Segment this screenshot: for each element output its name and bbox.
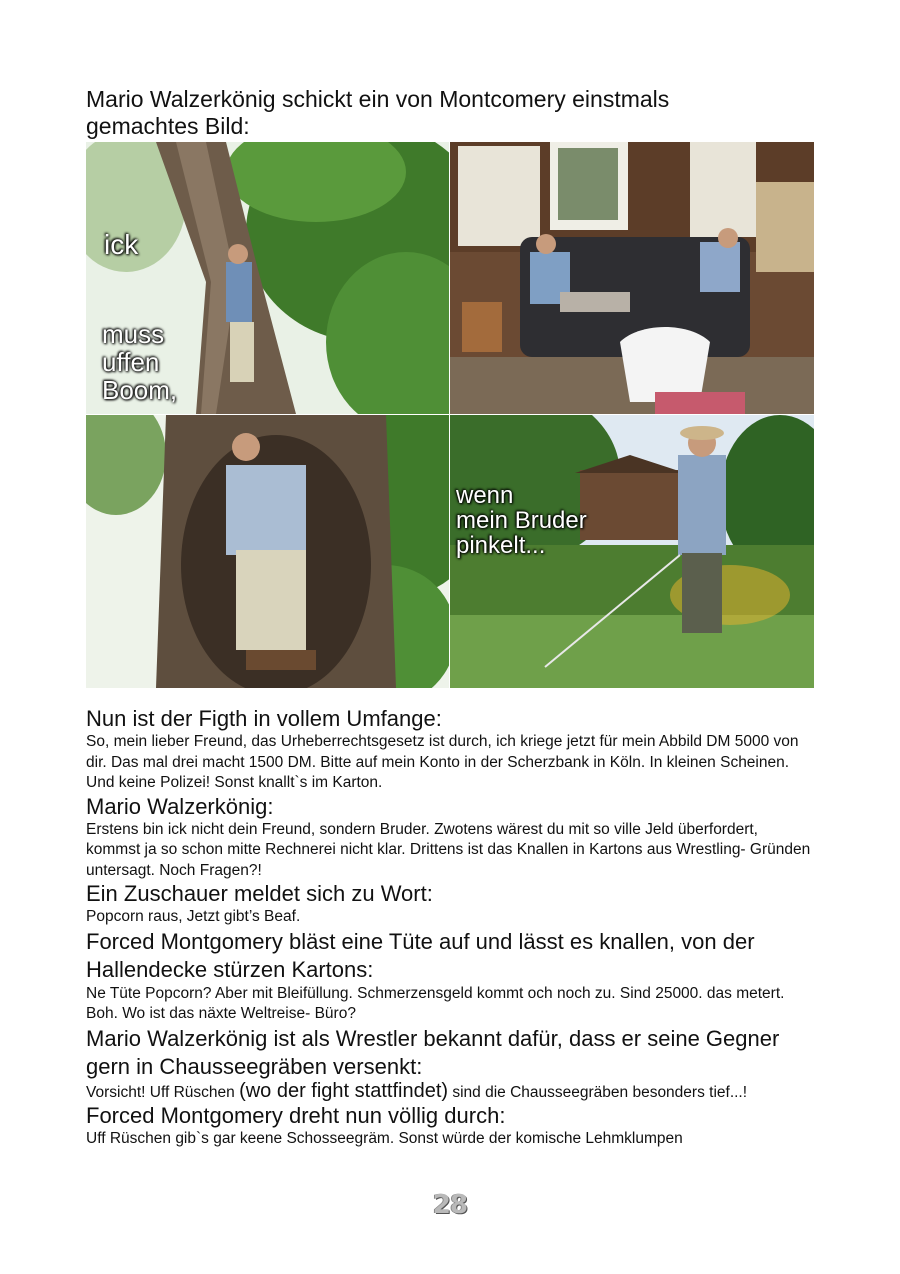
caption-ick: ick	[104, 229, 139, 260]
section-heading: Ein Zuschauer meldet sich zu Wort:	[86, 881, 433, 906]
section-body: Erstens bin ick nicht dein Freund, sondern Bruder. Zwotens wärest du mit so ville Jeld überfordert, kommst ja so schon mitte Rechnerei nicht klar. Drittens ist das Knallen in Kartons aus Wrestling- Gründen untersagt. Noch Fragen?!	[86, 820, 811, 879]
dialogue-text	[86, 706, 816, 1150]
photo-man-in-tree	[86, 142, 449, 414]
body-part: sind die Chausseegräben besonders tief...!	[448, 1083, 748, 1101]
section-body: Ne Tüte Popcorn? Aber mit Bleifüllung. Schmerzensgeld kommt och noch zu. Sind 25000. das metert. Boh. Wo ist das näxte Weltreise- Büro?	[86, 984, 785, 1022]
section-body: So, mein lieber Freund, das Urheberrechtsgesetz ist durch, ich kriege jetzt für mein Abbild DM 5000 von dir. Das mal drei macht 1500 DM. Bitte auf mein Konto in der Scherzbank in Köln. In kleinen Scheinen. Und keine Polizei! Sonst knallt`s im Karton.	[86, 733, 799, 791]
body-part: Vorsicht! Uff Rüschen	[86, 1083, 240, 1101]
intro-text: Mario Walzerkönig schickt ein von Montcomery einstmals gemachtes Bild:	[86, 86, 670, 139]
page-number: 28	[432, 1190, 468, 1220]
caption-muss-uffen-boom: muss uffen Boom,	[102, 319, 178, 405]
section-body: Popcorn raus, Jetzt gibt’s Beaf.	[86, 908, 301, 925]
photo-garden	[450, 415, 814, 688]
section-heading: Mario Walzerkönig ist als Wrestler bekannt dafür, dass er seine Gegner gern in Chausseegräben versenkt:	[86, 1025, 780, 1079]
photo-man-in-trunk	[86, 415, 449, 688]
photo-collage	[86, 142, 814, 688]
body-part-large: (wo der fight stattfindet)	[239, 1079, 449, 1102]
section-heading: Nun ist der Figth in vollem Umfange:	[86, 706, 442, 731]
section-heading: Forced Montgomery bläst eine Tüte auf und lässt es knallen, von der Hallendecke stürzen Kartons:	[86, 928, 755, 982]
caption-wenn-mein-bruder-pinkelt: wenn mein Bruder pinkelt...	[456, 482, 587, 559]
section-body	[86, 1081, 816, 1104]
section-body: Uff Rüschen gib`s gar keene Schosseegräm. Sonst würde der komische Lehmklumpen	[86, 1130, 683, 1147]
section-heading: Forced Montgomery dreht nun völlig durch:	[86, 1103, 506, 1128]
photo-porch	[450, 142, 814, 414]
section-heading: Mario Walzerkönig:	[86, 793, 274, 819]
